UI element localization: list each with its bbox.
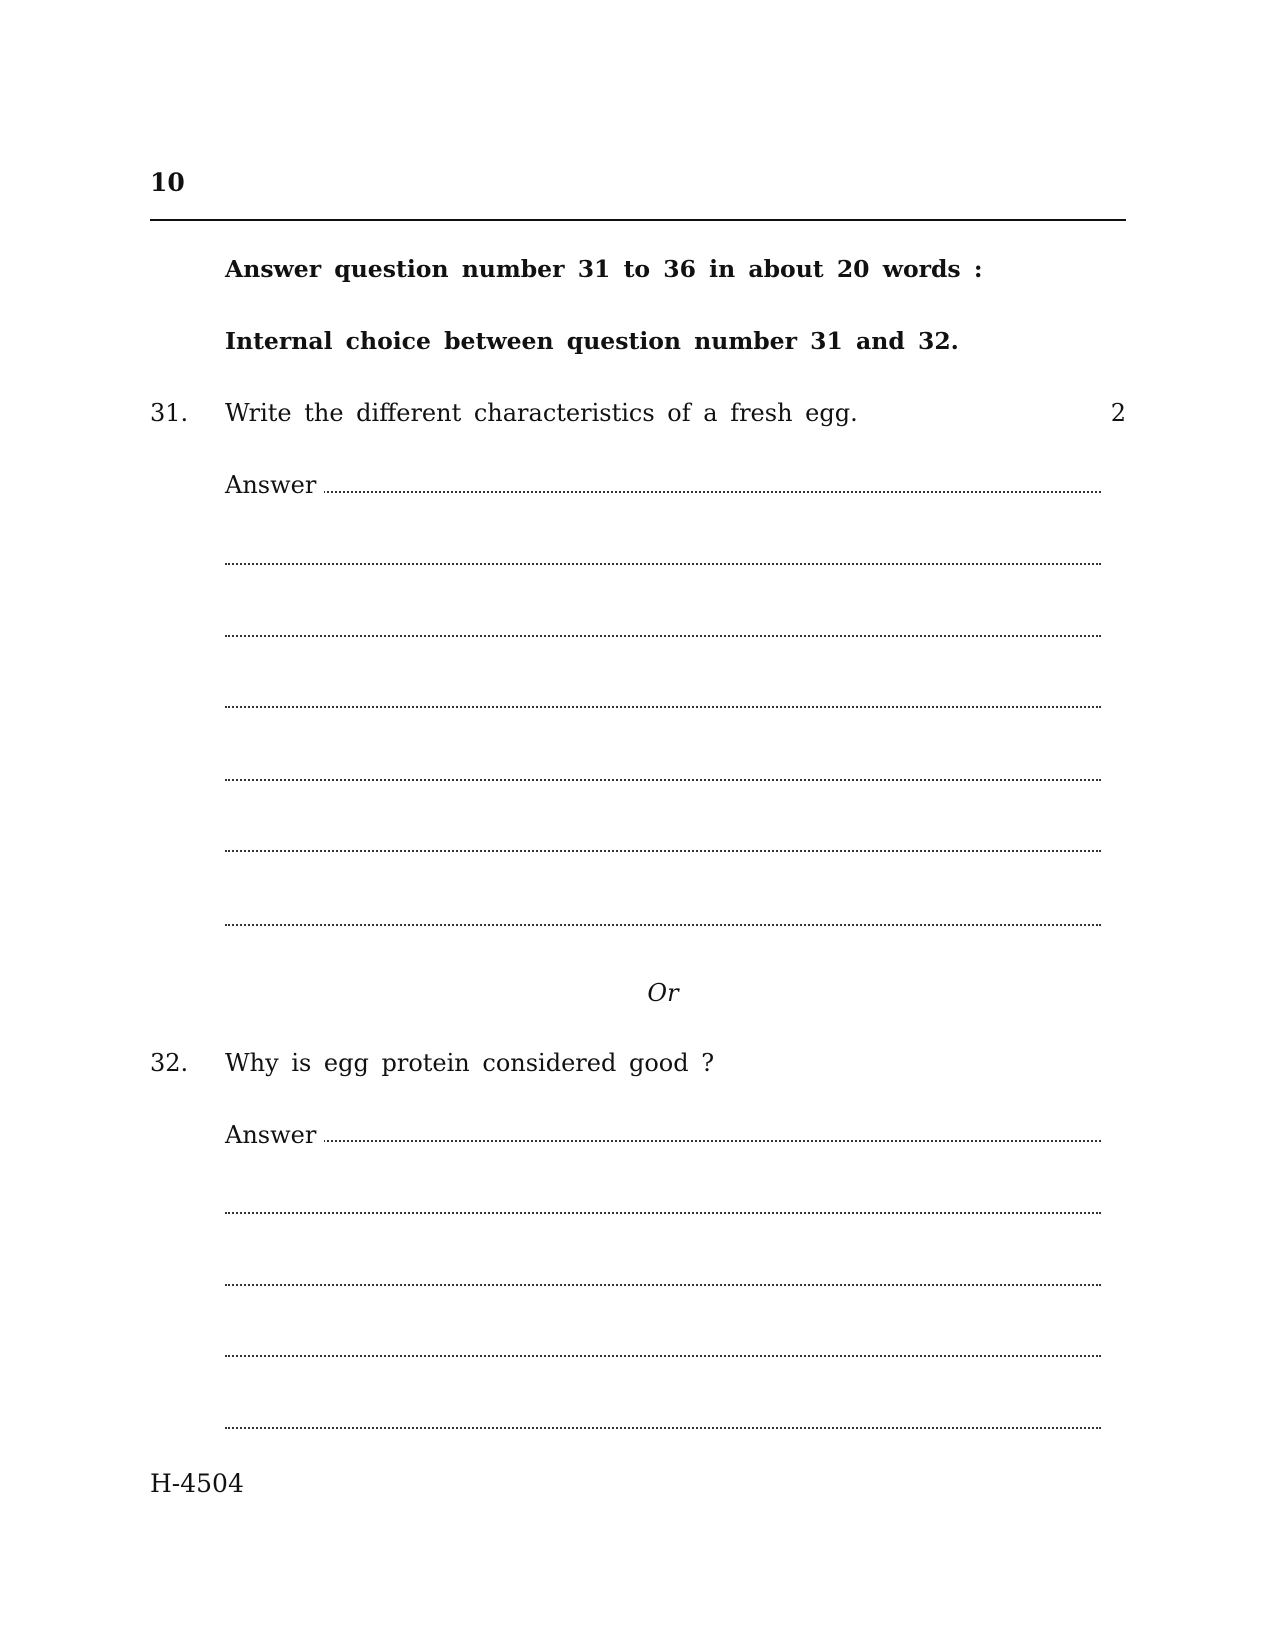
question-32-number: 32.: [150, 1049, 189, 1077]
answer-line[interactable]: [225, 1212, 1101, 1214]
answer-line[interactable]: [225, 1355, 1101, 1357]
instruction-line-1: Answer question number 31 to 36 in about 20 words :: [225, 255, 983, 283]
answer-line[interactable]: [225, 1427, 1101, 1429]
question-31-text: Write the different characteristics of a fresh egg.: [225, 399, 858, 427]
page-number: 10: [150, 168, 185, 197]
answer-line[interactable]: [318, 1140, 1101, 1142]
paper-code: H-4504: [150, 1469, 244, 1498]
or-separator: Or: [647, 979, 679, 1007]
header-rule: [150, 219, 1126, 221]
question-32-text: Why is egg protein considered good ?: [225, 1049, 715, 1077]
question-31-number: 31.: [150, 399, 189, 427]
answer-line[interactable]: [318, 491, 1101, 493]
instruction-line-2: Internal choice between question number 31 and 32.: [225, 327, 959, 355]
question-31-answer-label: Answer: [225, 470, 324, 500]
answer-line[interactable]: [225, 706, 1101, 708]
answer-line[interactable]: [225, 779, 1101, 781]
question-32-answer-label: Answer: [225, 1120, 324, 1150]
answer-line[interactable]: [225, 924, 1101, 926]
answer-line[interactable]: [225, 635, 1101, 637]
question-31-marks: 2: [1110, 399, 1126, 427]
answer-line[interactable]: [225, 1284, 1101, 1286]
answer-line[interactable]: [225, 563, 1101, 565]
answer-line[interactable]: [225, 850, 1101, 852]
